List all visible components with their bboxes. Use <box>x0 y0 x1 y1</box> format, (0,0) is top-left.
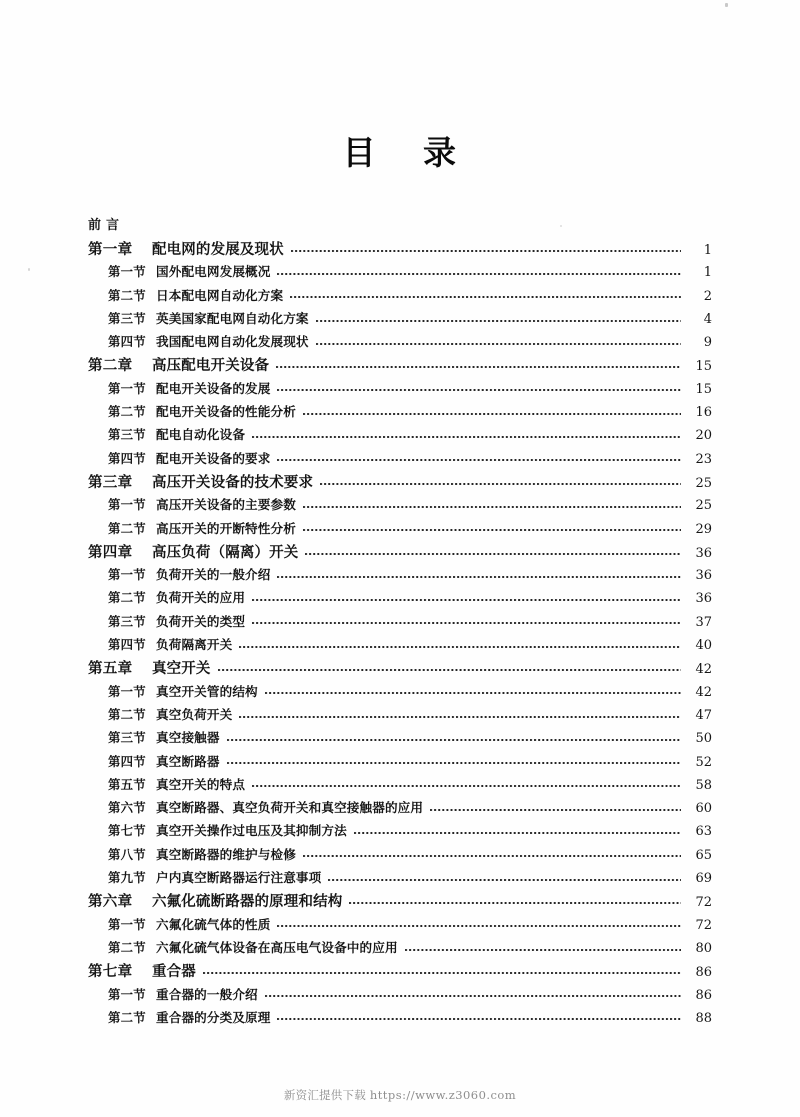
dot-leader <box>227 733 681 745</box>
page-title-char-left: 目 <box>342 133 377 172</box>
toc-page-number: 25 <box>695 475 712 491</box>
toc-page-number: 60 <box>695 801 712 817</box>
toc-entry-section <box>88 401 712 424</box>
toc-entry-number: 第二节 <box>108 1009 146 1025</box>
toc-entry-title: 真空开关的特点 <box>156 776 246 792</box>
dot-leader <box>276 360 681 372</box>
toc-entry-number: 第七章 <box>88 964 133 981</box>
dot-leader <box>316 337 681 349</box>
toc-entry-number: 第一节 <box>108 916 146 932</box>
toc-entry-section <box>88 681 712 704</box>
toc-page-number: 80 <box>695 940 712 956</box>
toc-entry-section <box>88 751 712 774</box>
toc-page-number: 20 <box>695 428 712 444</box>
toc-entry-number: 第八节 <box>108 846 146 862</box>
dot-leader <box>227 756 681 768</box>
toc-entry-section <box>88 448 712 471</box>
toc-entry-title: 重合器 <box>152 964 196 981</box>
toc-entry-chapter <box>88 657 712 680</box>
dot-leader <box>303 500 681 512</box>
toc-entry-title: 我国配电网自动化发展现状 <box>156 334 309 350</box>
toc-entry-number: 第六节 <box>108 800 146 816</box>
toc-entry-number: 第一节 <box>108 986 146 1002</box>
dot-leader <box>305 547 681 559</box>
toc-entry-chapter <box>88 960 712 983</box>
dot-leader <box>277 453 681 465</box>
toc-page-number: 36 <box>695 545 712 561</box>
dot-leader <box>320 477 681 489</box>
toc-page-number: 72 <box>695 895 712 911</box>
toc-entry-section <box>88 611 712 634</box>
toc-page-number: 1 <box>703 243 712 258</box>
dot-leader <box>328 873 681 885</box>
toc-entry-section <box>88 308 712 331</box>
toc-entry-number: 第二节 <box>108 520 146 536</box>
watermark-url: https://www.z3060.com <box>369 1088 517 1102</box>
footer-watermark <box>0 1087 800 1103</box>
toc-entry-number: 第三节 <box>108 310 146 326</box>
dot-leader <box>277 570 681 582</box>
toc-entry-title: 日本配电网自动化方案 <box>156 287 284 303</box>
toc-entry-section <box>88 774 712 797</box>
dot-leader <box>316 314 681 326</box>
toc-entry-section <box>88 587 712 610</box>
toc-page-number: 16 <box>695 405 712 421</box>
toc-entry-number: 第一章 <box>88 242 133 258</box>
toc-entry-chapter <box>88 354 712 377</box>
toc-entry-section <box>88 727 712 750</box>
toc-entry-section <box>88 424 712 447</box>
toc-entry-number: 第二节 <box>108 404 146 420</box>
page-title <box>0 133 800 172</box>
toc-entry-number: 第一节 <box>108 683 146 699</box>
toc-page-number: 65 <box>695 847 712 863</box>
toc-entry-section <box>88 1007 712 1030</box>
page-title-char-right: 录 <box>423 133 458 172</box>
scan-artifact-speck <box>28 268 30 271</box>
scan-artifact-speck <box>725 3 728 7</box>
toc-entry-title: 高压开关设备的技术要求 <box>152 474 314 491</box>
toc-entry-title: 真空断路器 <box>156 753 220 769</box>
toc-entry-number: 第四节 <box>108 753 146 769</box>
toc-entry-title: 重合器的一般介绍 <box>156 986 258 1002</box>
toc-page-number: 9 <box>703 335 712 351</box>
toc-entry-number: 第四节 <box>108 637 146 653</box>
toc-page-number: 15 <box>695 381 712 397</box>
dot-leader <box>277 383 681 395</box>
toc-entry-number: 第三章 <box>88 474 133 491</box>
toc-entry-title: 配电开关设备的要求 <box>156 450 271 466</box>
dot-leader <box>290 290 681 302</box>
toc-page-number: 88 <box>695 1010 712 1026</box>
toc-page-number: 52 <box>695 754 712 770</box>
toc-entry-title: 真空负荷开关 <box>156 706 233 722</box>
toc-entry-title: 重合器的分类及原理 <box>156 1009 271 1025</box>
toc-entry-title: 负荷开关的一般介绍 <box>156 567 271 583</box>
toc-entry-number: 第二节 <box>108 706 146 722</box>
toc-entry-section <box>88 914 712 937</box>
dot-leader <box>405 943 681 955</box>
dot-leader <box>291 244 681 256</box>
toc-entry-number: 第二节 <box>108 939 146 955</box>
toc-page-number: 2 <box>703 288 712 304</box>
dot-leader <box>354 826 681 838</box>
toc-entry-section <box>88 518 712 541</box>
toc-entry-number: 第六章 <box>88 894 133 911</box>
toc-entry-title: 配电自动化设备 <box>156 427 246 443</box>
toc-page-number: 86 <box>695 965 712 981</box>
dot-leader <box>277 1012 681 1024</box>
toc-page-number: 1 <box>703 265 712 281</box>
toc-entry-title: 配电开关设备的性能分析 <box>156 404 296 420</box>
dot-leader <box>252 779 681 791</box>
dot-leader <box>303 407 681 419</box>
dot-leader <box>277 267 681 279</box>
toc-entry-chapter <box>88 238 712 261</box>
toc-entry-chapter <box>88 890 712 913</box>
toc-entry-title: 负荷开关的类型 <box>156 613 246 629</box>
toc-entry-title: 英美国家配电网自动化方案 <box>156 310 309 326</box>
toc-page-number: 23 <box>695 451 712 467</box>
toc-entry-title: 真空断路器的维护与检修 <box>156 846 296 862</box>
toc-entry-number: 第四节 <box>108 334 146 350</box>
toc-entry-section <box>88 937 712 960</box>
toc-entry-number: 第二节 <box>108 590 146 606</box>
toc-entry-section <box>88 378 712 401</box>
toc-entry-title: 配电网的发展及现状 <box>152 242 284 258</box>
toc-entry-chapter <box>88 471 712 494</box>
toc-entry-section <box>88 844 712 867</box>
toc-page-number: 69 <box>695 871 712 887</box>
dot-leader <box>252 430 681 442</box>
toc-entry-title: 真空开关管的结构 <box>156 683 258 699</box>
toc-entry-number: 第四节 <box>108 450 146 466</box>
toc-page-number: 25 <box>695 498 712 514</box>
toc-entry-chapter <box>88 541 712 564</box>
toc-entry-title: 户内真空断路器运行注意事项 <box>156 870 322 886</box>
toc-entry-number: 第三节 <box>108 730 146 746</box>
toc-entry-section <box>88 634 712 657</box>
toc-entry-number: 第五节 <box>108 776 146 792</box>
toc-page-number: 36 <box>695 591 712 607</box>
toc-entry-number: 第五章 <box>88 661 133 678</box>
toc-entry-number: 第九节 <box>108 870 146 886</box>
toc-page-number: 47 <box>695 707 712 723</box>
toc-page-number: 63 <box>695 824 712 840</box>
dot-leader <box>430 803 681 815</box>
toc-entry-title: 真空断路器、真空负荷开关和真空接触器的应用 <box>156 800 424 816</box>
dot-leader <box>349 896 681 908</box>
toc-entry-title: 真空接触器 <box>156 730 220 746</box>
toc-entry-number: 第四章 <box>88 544 133 561</box>
toc-entry-section <box>88 494 712 517</box>
dot-leader <box>303 523 681 535</box>
dot-leader <box>252 616 681 628</box>
dot-leader <box>252 593 681 605</box>
toc-entry-title: 国外配电网发展概况 <box>156 264 271 280</box>
toc-entry-number: 第一节 <box>108 567 146 583</box>
toc-page-number: 42 <box>695 684 712 700</box>
toc-entry-section <box>88 867 712 890</box>
toc-entry-section <box>88 704 712 727</box>
toc-entry-section <box>88 984 712 1007</box>
toc-page-number: 40 <box>695 638 712 654</box>
toc-entry-number: 第三节 <box>108 613 146 629</box>
toc-page-number: 37 <box>695 614 712 630</box>
toc-page-number: 4 <box>703 311 712 327</box>
dot-leader <box>265 686 681 698</box>
toc-entry-preface <box>88 214 712 238</box>
dot-leader <box>303 849 681 861</box>
toc-entry-title: 六氟化硫气体设备在高压电气设备中的应用 <box>156 939 398 955</box>
toc-entry-section <box>88 285 712 308</box>
toc-entry-title: 高压配电开关设备 <box>152 358 270 375</box>
toc-entry-title: 负荷开关的应用 <box>156 590 246 606</box>
toc-entry-section <box>88 331 712 354</box>
toc-entry-number: 第二节 <box>108 287 146 303</box>
dot-leader <box>239 640 681 652</box>
toc-entry-title: 高压负荷（隔离）开关 <box>152 544 299 561</box>
toc-entry-title: 六氟化硫气体的性质 <box>156 916 271 932</box>
toc-page-number: 36 <box>695 568 712 584</box>
toc-entry-title: 六氟化硫断路器的原理和结构 <box>152 894 343 911</box>
toc-page-number: 58 <box>695 777 712 793</box>
toc-page-number: 50 <box>695 731 712 747</box>
dot-leader <box>265 989 681 1001</box>
toc-entry-number: 第一节 <box>108 264 146 280</box>
toc-page-number: 86 <box>695 987 712 1003</box>
toc-entry-title: 高压开关设备的主要参数 <box>156 497 296 513</box>
dot-leader <box>203 966 681 978</box>
toc-entry-number: 前 言 <box>88 218 120 233</box>
toc-page-number: 72 <box>695 917 712 933</box>
toc-entry-title: 配电开关设备的发展 <box>156 380 271 396</box>
toc-entry-section <box>88 797 712 820</box>
toc-entry-number: 第一节 <box>108 380 146 396</box>
toc-page-number: 42 <box>695 662 712 678</box>
toc-page-number: 29 <box>695 521 712 537</box>
toc-entry-title: 负荷隔离开关 <box>156 637 233 653</box>
toc-entry-section <box>88 261 712 284</box>
toc-list <box>88 214 712 1030</box>
dot-leader <box>239 710 681 722</box>
toc-entry-number: 第七节 <box>108 823 146 839</box>
dot-leader <box>218 663 681 675</box>
toc-entry-section <box>88 820 712 843</box>
dot-leader <box>277 919 681 931</box>
toc-entry-section <box>88 564 712 587</box>
toc-page-number: 15 <box>695 359 712 375</box>
toc-entry-title: 真空开关操作过电压及其抑制方法 <box>156 823 347 839</box>
watermark-label: 新资汇提供下载 <box>283 1088 366 1102</box>
toc-entry-number: 第一节 <box>108 497 146 513</box>
toc-entry-title: 真空开关 <box>152 661 211 678</box>
toc-entry-number: 第三节 <box>108 427 146 443</box>
toc-entry-number: 第二章 <box>88 358 133 375</box>
toc-entry-title: 高压开关的开断特性分析 <box>156 520 296 536</box>
